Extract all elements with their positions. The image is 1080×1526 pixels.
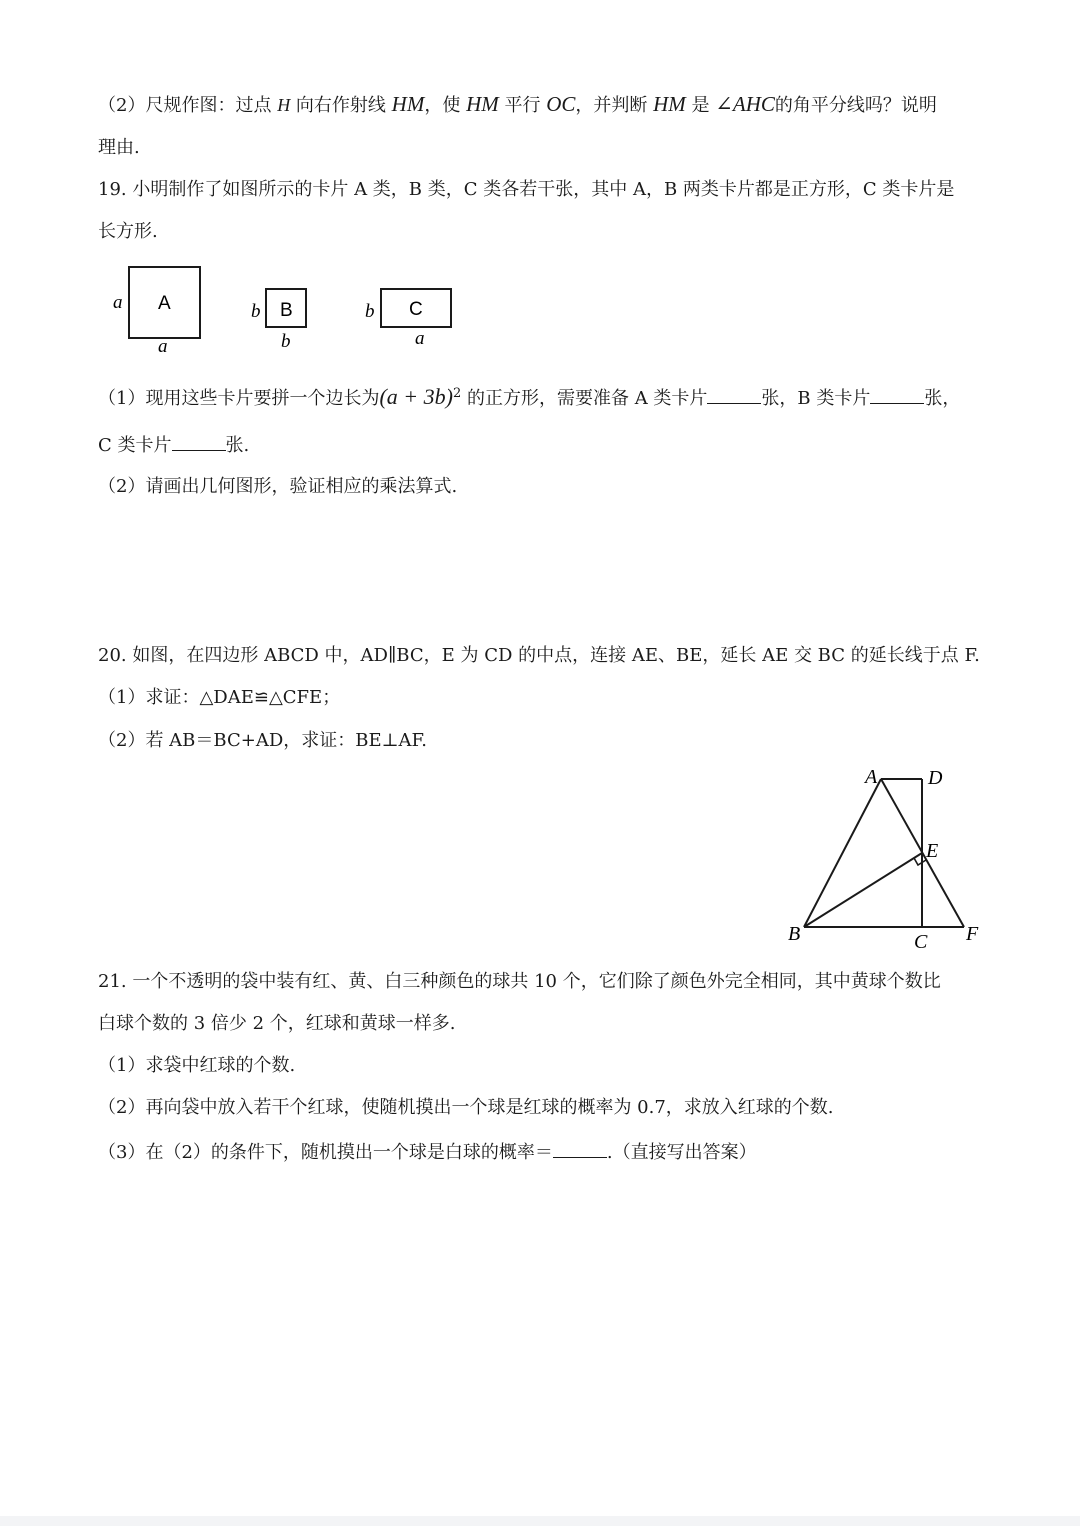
q21-stem-line2: 白球个数的 3 倍少 2 个，红球和黄球一样多. — [98, 1013, 456, 1034]
ray-oc: OC — [546, 92, 576, 116]
q21-part2: （2）再向袋中放入若干个红球，使随机摸出一个球是红球的概率为 0.7，求放入红球的个数. — [98, 1097, 834, 1118]
label-c: C — [914, 931, 928, 953]
card-c-bottom-label: a — [415, 328, 425, 349]
q20-stem: 20. 如图，在四边形 ABCD 中，AD∥BC，E 为 CD 的中点，连接 AE、BE，延长 AE 交 BC 的延长线于点 F. — [98, 645, 980, 666]
label-b: B — [788, 923, 801, 945]
card-a-bottom-label: a — [158, 336, 168, 357]
blank-c-cards[interactable] — [172, 432, 226, 451]
label-a: A — [865, 766, 878, 788]
label-d: D — [928, 767, 943, 789]
ray-hm-3: HM — [653, 92, 686, 116]
ray-hm-2: HM — [466, 92, 499, 116]
q19-part2: （2）请画出几何图形，验证相应的乘法算式. — [98, 476, 458, 497]
q19-part1-line2: C 类卡片 张. — [98, 432, 249, 458]
q20-part2: （2）若 AB＝BC+AD，求证：BE⊥AF. — [98, 730, 427, 751]
card-c-name: C — [409, 299, 423, 320]
blank-b-cards[interactable] — [870, 385, 924, 404]
point-h: H — [277, 95, 291, 115]
right-angle-mark — [914, 858, 926, 865]
q21-part1: （1）求袋中红球的个数. — [98, 1055, 296, 1076]
q19-part1-line1: （1）现用这些卡片要拼一个边长为$(a + 3b)^2$ 的正方形，需要准备 A 类卡片 张，B 类卡片 张， — [98, 384, 961, 409]
card-a-name: A — [158, 293, 171, 314]
card-c-side-label: b — [365, 301, 375, 322]
blank-a-cards[interactable] — [707, 385, 761, 404]
card-b-side-label: b — [251, 301, 261, 322]
ray-hm: HM — [391, 92, 425, 116]
q20-geometry-figure — [780, 760, 990, 960]
angle-ahc: ∠AHC — [715, 92, 775, 116]
card-b-bottom-label: b — [281, 331, 291, 352]
q21-part3: （3）在（2）的条件下，随机摸出一个球是白球的概率＝ .（直接写出答案） — [98, 1139, 757, 1165]
segment-be — [804, 853, 922, 927]
q18-part2-line1: （2）尺规作图：过点 H 向右作射线 HM，使 HM 平行 OC，并判断 HM 是 ∠AHC的角平分线吗？说明 — [98, 92, 937, 116]
q19-cards-figure — [100, 258, 480, 358]
expr-a-plus-3b: (a + 3b) — [379, 384, 453, 409]
label-e: E — [926, 840, 939, 862]
page-bottom-bar — [0, 1516, 1080, 1526]
card-b-name: B — [280, 300, 293, 321]
q19-stem-line2: 长方形. — [98, 221, 158, 242]
card-a-side-label: a — [113, 292, 123, 313]
q18-part2-line2: 理由. — [98, 137, 140, 158]
q19-stem-line1: 19. 小明制作了如图所示的卡片 A 类，B 类，C 类各若干张，其中 A，B 两类卡片都是正方形，C 类卡片是 — [98, 179, 955, 200]
expr-exponent: 2 — [452, 386, 462, 401]
blank-white-probability[interactable] — [553, 1139, 607, 1158]
q20-part1: （1）求证：△DAE≌△CFE； — [98, 687, 341, 708]
label-f: F — [966, 923, 979, 945]
q21-stem-line1: 21. 一个不透明的袋中装有红、黄、白三种颜色的球共 10 个，它们除了颜色外完全相同，其中黄球个数比 — [98, 971, 941, 992]
segment-ab — [804, 779, 881, 927]
